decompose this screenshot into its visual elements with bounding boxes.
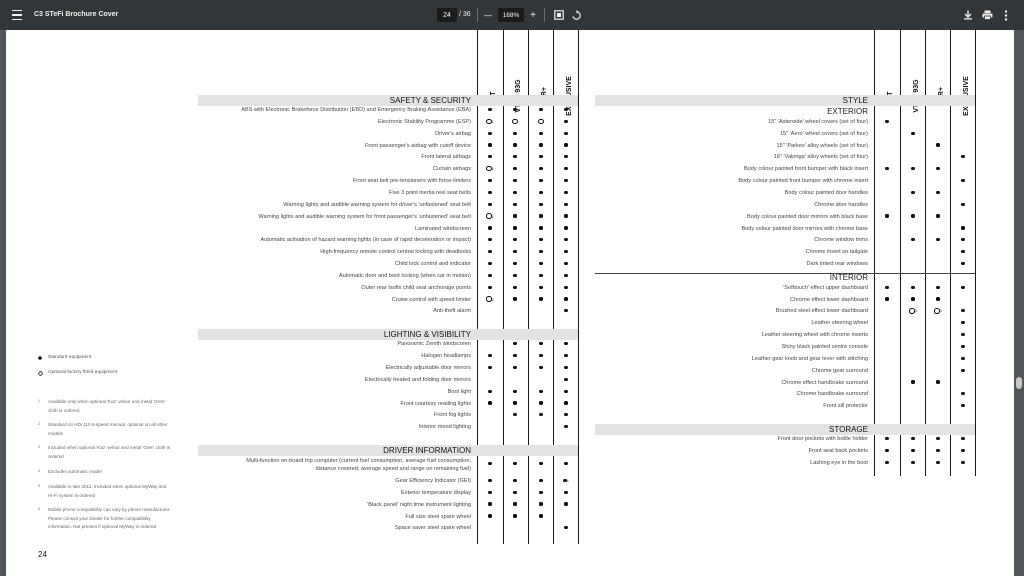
standard-mark [907,283,919,293]
standard-mark [932,164,944,174]
feature-label: Chrome door handles [814,201,868,208]
standard-mark [560,363,572,373]
standard-mark [560,488,572,498]
feature-label: Chrome gear surround [811,367,868,374]
column-divider [503,30,504,544]
standard-mark [560,295,572,305]
standard-mark [560,105,572,115]
standard-mark [509,387,521,397]
pdf-toolbar [0,0,1024,30]
toolbar-divider [477,8,478,22]
footnote-text: Included when optional 'Kaz' velour and metal 'Gren' cloth is ordered [48,445,170,459]
standard-mark [484,459,496,469]
standard-mark [535,176,547,186]
standard-mark [535,141,547,151]
standard-mark [560,523,572,533]
standard-mark [957,235,969,245]
standard-mark [932,235,944,245]
standard-mark [535,152,547,162]
standard-mark [509,459,521,469]
standard-mark [932,188,944,198]
feature-label: Electrically heated and folding door mirrors [364,376,471,383]
footnote-ref: 4 [566,478,569,483]
standard-mark [560,224,572,234]
column-header [556,42,576,96]
column-header [531,42,551,96]
footnote-text: Excludes automatic model [48,469,102,474]
standard-mark [907,129,919,139]
fit-page-icon[interactable] [553,0,565,30]
standard-mark [560,117,572,127]
toolbar-divider [544,8,545,22]
feature-label: Electronic Stability Programme (ESP) [378,118,471,125]
standard-mark [535,212,547,222]
footnote-number: 1 [38,399,40,403]
footnote-number: 4 [38,469,40,473]
standard-mark [932,378,944,388]
feature-label: Lashing eye in the boot [810,459,868,466]
standard-mark [957,176,969,186]
standard-mark [509,410,521,420]
standard-mark [509,271,521,281]
standard-mark [535,512,547,522]
standard-mark [560,129,572,139]
subsection-title: INTERIOR [829,272,868,282]
feature-label: 16" 'Valonga' alloy wheels (set of four) [773,154,868,161]
column-header [903,42,923,96]
standard-mark [881,283,893,293]
standard-mark [484,152,496,162]
footnote-ref: 1 [491,167,494,172]
standard-mark [535,235,547,245]
optional-mark [509,117,521,127]
footnote-number: 2 [38,422,40,426]
feature-label: High-frequency remote control central locking with deadlocks [320,249,471,256]
standard-mark [535,164,547,174]
feature-label: Front seat belt pre-tensioners with force-limiters [352,178,471,185]
standard-mark [560,188,572,198]
column-header [480,42,500,96]
standard-mark [560,387,572,397]
standard-mark [535,351,547,361]
feature-label: Leather gear knob and gear lever with stitching [751,355,868,362]
feature-label: Panoramic Zenith windscreen [397,341,471,348]
feature-label: 15" 'Asteroide' wheel covers (set of four) [768,118,868,125]
standard-mark [509,363,521,373]
feature-label: Chrome effect handbrake surround [781,379,868,386]
optional-symbol [38,371,43,378]
standard-mark [509,512,521,522]
feature-label: Outer rear Isofix child seat anchorage points [361,284,471,291]
standard-mark [535,295,547,305]
standard-mark [881,446,893,456]
document-viewer[interactable] [0,30,1024,576]
standard-mark [484,188,496,198]
standard-mark [957,247,969,257]
standard-mark [957,152,969,162]
standard-mark [560,351,572,361]
standard-mark [509,235,521,245]
standard-mark [560,141,572,151]
feature-label: Leather steering wheel with chrome inserts [761,332,868,339]
standard-mark [560,164,572,174]
standard-mark [957,366,969,376]
feature-label: Chrome window trims [814,237,868,244]
standard-mark [509,129,521,139]
standard-mark [535,224,547,234]
standard-mark [535,259,547,269]
scrollbar-thumb[interactable] [1016,377,1022,389]
standard-mark [957,342,969,352]
standard-mark [957,354,969,364]
standard-mark [535,459,547,469]
standard-mark [484,247,496,257]
standard-mark [535,200,547,210]
section-header [198,95,578,106]
feature-label: Body colour painted door mirrors with chrome base [741,225,868,232]
feature-label: Front seat back pockets [808,447,868,454]
standard-mark [509,152,521,162]
page-number: 24 [38,550,47,559]
standard-mark [932,458,944,468]
vertical-scrollbar[interactable] [1014,30,1024,576]
feature-label: Electrically adjustable door mirrors [385,365,471,371]
feature-label: Warning lights and audible warning system for driver's 'unfastened' seat belt [283,201,471,208]
footnote-ref: 3 [914,309,917,314]
standard-mark [509,200,521,210]
standard-mark [932,141,944,151]
standard-mark [509,259,521,269]
column-divider [477,30,478,544]
footnote-ref: 3 [939,309,942,314]
standard-mark [535,399,547,409]
standard-mark [560,410,572,420]
feature-label: Gear Efficiency Indicator (GEI) [395,477,471,484]
legend-text: Standard equipment [48,355,92,360]
standard-mark [535,339,547,349]
document-title: C3 STeFi Brochure Cover [34,11,119,18]
standard-mark [484,500,496,510]
standard-mark [535,363,547,373]
standard-mark [560,235,572,245]
standard-mark [932,283,944,293]
feature-label: Chrome insert on tailgate [805,249,868,256]
standard-mark [560,259,572,269]
optional-mark [484,212,496,222]
standard-mark [907,164,919,174]
standard-mark [535,488,547,498]
zoom-level-input[interactable]: 168% [498,8,524,22]
feature-label: Full size steel spare wheel [405,513,471,520]
standard-mark [560,399,572,409]
standard-mark [932,295,944,305]
standard-mark [560,459,572,469]
column-divider [578,30,579,544]
standard-mark [560,212,572,222]
footnote-ref: 2 [491,297,494,302]
footnote-number: 3 [38,445,40,449]
standard-mark [535,129,547,139]
section-title: SAFETY & SECURITY [389,96,471,105]
section-header [595,95,975,106]
feature-label: ABS with Electronic Brakeforce Distribution (EBD) and Emergency Braking Assistance (EBA) [241,107,471,113]
standard-mark [484,176,496,186]
standard-mark [484,512,496,522]
column-divider [528,30,529,544]
feature-label: Leather steering wheel [811,320,868,327]
standard-mark [484,399,496,409]
pdf-page [6,30,1014,576]
standard-mark [484,224,496,234]
standard-mark [560,476,572,486]
optional-mark [932,306,944,316]
standard-mark [560,176,572,186]
zoom-in-button[interactable]: + [530,9,536,21]
standard-mark [535,410,547,420]
standard-mark [907,188,919,198]
standard-mark [881,212,893,222]
feature-label: Brushed steel effect lower dashboard [775,308,868,315]
standard-mark [509,476,521,486]
standard-mark [509,247,521,257]
standard-mark [535,188,547,198]
zoom-out-button[interactable]: — [484,10,492,20]
standard-mark [535,105,547,115]
section-title: STORAGE [829,425,868,435]
standard-mark [957,434,969,444]
standard-mark [932,446,944,456]
standard-mark [957,389,969,399]
optional-mark [907,306,919,316]
standard-mark [509,339,521,349]
optional-mark [535,117,547,127]
standard-mark [509,283,521,293]
column-header [953,42,973,96]
feature-label: Multi-function on-board trip computer (current fuel consumption, average fuel consumption, distance covered, average speed and range on remaining fuel) [246,458,471,473]
footnote-number: 5 [38,484,40,488]
standard-mark [957,200,969,210]
standard-mark [907,458,919,468]
standard-mark [484,259,496,269]
standard-mark [907,434,919,444]
feature-label: 'Softtouch' effect upper dashboard [783,284,868,291]
standard-mark [509,488,521,498]
section-title: LIGHTING & VISIBILITY [383,330,471,340]
standard-mark [560,422,572,432]
feature-label: 'Black panel' night time instrument lighting [367,501,471,508]
feature-label: Chrome effect lower dashboard [790,296,868,303]
subsection-title: EXTERIOR [827,107,868,116]
standard-mark [881,434,893,444]
page-total: / 36 [459,11,471,18]
standard-mark [957,458,969,468]
standard-mark [957,318,969,328]
legend-text: Optional factory fitted equipment [48,370,118,375]
standard-mark [907,446,919,456]
feature-label: Front lateral airbags [421,154,471,161]
standard-mark [509,164,521,174]
footnote-text: Standard on HDi 110 6-speed manual, optional on all other models [48,422,168,436]
standard-mark [509,224,521,234]
feature-label: Body colour painted door mirrors with black base [747,213,868,220]
optional-mark [484,117,496,127]
column-header [505,42,525,96]
standard-mark [535,247,547,257]
standard-mark [957,224,969,234]
optional-mark [484,164,496,174]
standard-mark [957,446,969,456]
standard-mark [509,500,521,510]
standard-mark [881,117,893,127]
feature-label: Laminated windscreen [415,225,471,232]
standard-mark [560,339,572,349]
standard-mark [932,212,944,222]
standard-mark [881,295,893,305]
standard-mark [881,164,893,174]
subsection-divider [595,273,975,274]
feature-label: Shiny black painted centre console [781,344,868,350]
feature-label: Front sill protector [823,403,868,410]
standard-mark [484,129,496,139]
standard-mark [932,434,944,444]
download-icon[interactable] [962,0,974,30]
column-divider [553,30,554,544]
feature-label: Exterior temperature display [401,489,471,496]
standard-mark [484,476,496,486]
feature-label: Space saver steel spare wheel [394,525,471,532]
standard-mark [484,351,496,361]
standard-mark [484,200,496,210]
feature-label: Halogen headlamps [421,353,471,360]
feature-label: Curtain airbags [433,166,471,173]
feature-label: Warning lights and audible warning system for front passenger's 'unfastened' seat belt [258,213,471,220]
standard-mark [907,378,919,388]
standard-mark [509,188,521,198]
footnote-number: 6 [38,507,40,511]
feature-label: 15" 'Parkes' alloy wheels (set of four) [776,142,868,149]
feature-label: Front door pockets with bottle holder [777,436,868,443]
standard-mark [484,235,496,245]
feature-label: Boot light [447,388,471,395]
standard-mark [509,212,521,222]
standard-mark [484,271,496,281]
standard-mark [957,259,969,269]
standard-mark [957,283,969,293]
standard-mark [907,212,919,222]
feature-label: Front passenger's airbag with cutoff device [364,142,471,149]
footnote-text: Available in late 2011. Included when optional MyWay and Hi-Fi system is ordered [48,484,167,498]
standard-symbol [38,356,42,362]
standard-mark [509,176,521,186]
footnote-text: Mobile phone compatibility can vary by phone manufacturer. Please consult your Dealer for further compatibility information. Not present if optional MyWay is ordered [48,507,171,529]
standard-mark [484,105,496,115]
page-number-input[interactable]: 24 [437,8,457,22]
section-title: DRIVER INFORMATION [383,446,471,456]
standard-mark [484,488,496,498]
menu-icon[interactable] [11,0,23,30]
feature-label: Automatic door and boot locking (when car in motion) [338,272,471,279]
standard-mark [509,105,521,115]
standard-mark [509,399,521,409]
standard-mark [957,401,969,411]
print-icon[interactable] [981,0,994,30]
feature-label: Body colour painted front bumper with chrome insert [738,178,868,185]
feature-label: 15" 'Aero' wheel covers (set of four) [779,130,868,137]
standard-mark [560,200,572,210]
feature-label: Child lock control and indicator [394,261,471,268]
standard-mark [560,152,572,162]
standard-mark [484,387,496,397]
feature-label: Interior mood lighting [418,424,471,431]
standard-mark [560,375,572,385]
optional-mark [484,295,496,305]
column-header [877,42,897,96]
feature-label: Automatic activation of hazard warning lights (in case of rapid deceleration or impact) [260,237,471,244]
column-divider [975,30,976,476]
standard-mark [535,500,547,510]
rotate-icon[interactable] [570,0,582,30]
feature-label: Dark tinted rear windows [806,261,868,268]
feature-label: Driver's airbag [435,130,471,137]
standard-mark [535,283,547,293]
standard-mark [957,306,969,316]
standard-mark [509,141,521,151]
feature-label: Body colour painted door handles [784,189,868,196]
standard-mark [560,271,572,281]
standard-mark [484,283,496,293]
footnote-ref: 1 [491,214,494,219]
feature-label: Anti-theft alarm [433,308,471,315]
standard-mark [509,295,521,305]
feature-label: Chrome handbrake surround [796,391,868,398]
standard-mark [560,247,572,257]
column-header [928,42,948,96]
standard-mark [484,363,496,373]
footnote-ref: 1 [491,119,494,124]
standard-mark [881,458,893,468]
standard-mark [535,387,547,397]
standard-mark [560,283,572,293]
standard-mark [957,330,969,340]
feature-label: Front courtesy reading lights [400,400,471,407]
standard-mark [907,235,919,245]
footnote-text: Available only when optional 'Kaz' velour and metal 'Gren' cloth is ordered [48,399,166,413]
standard-mark [907,295,919,305]
feature-label: Front fog lights [434,412,471,419]
section-title: STYLE [842,96,868,105]
feature-label: Cruise control with speed limiter [391,296,471,303]
standard-mark [560,306,572,316]
more-vert-icon[interactable] [1001,0,1011,30]
standard-mark [509,351,521,361]
feature-label: Five 3 point inertia reel seat belts [388,189,471,196]
standard-mark [484,141,496,151]
feature-label: Body colour painted front bumper with black insert [743,166,868,173]
standard-mark [535,271,547,281]
standard-mark [560,500,572,510]
standard-mark [535,476,547,486]
